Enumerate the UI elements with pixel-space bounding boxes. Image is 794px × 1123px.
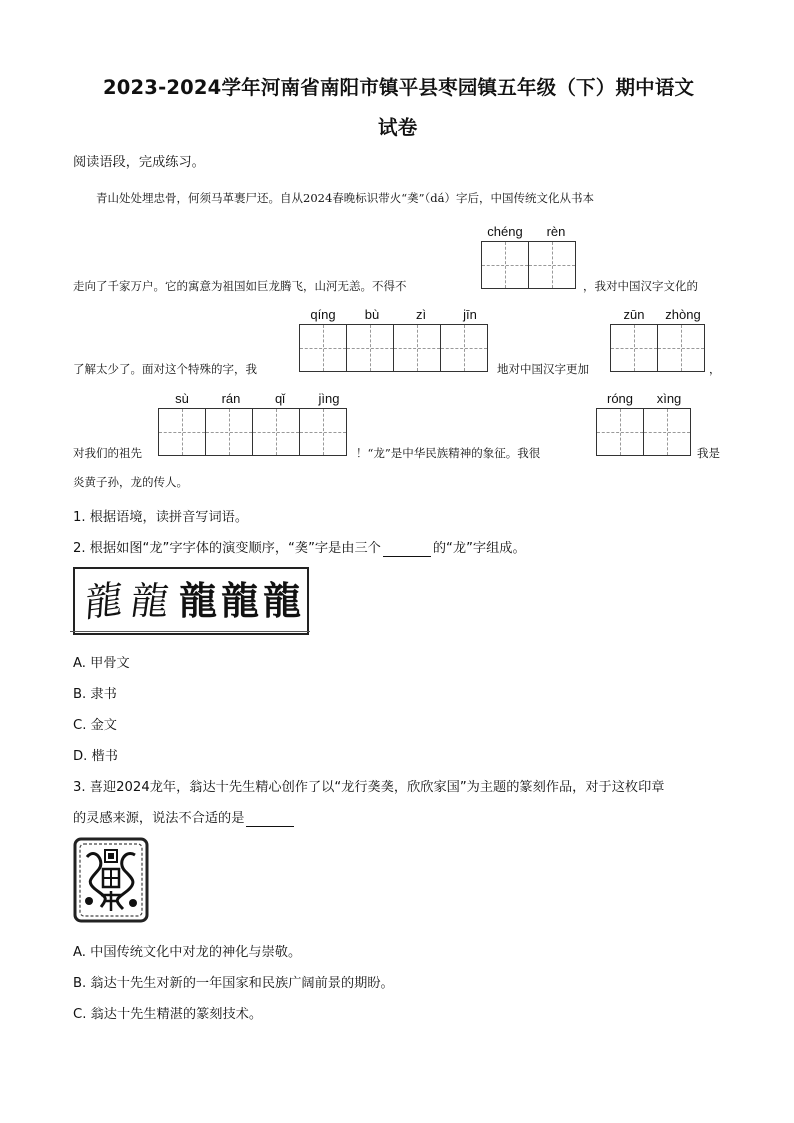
pinyin-jing: jìng bbox=[318, 391, 340, 406]
pinyin-cheng: chéng bbox=[487, 224, 523, 239]
answer-cell[interactable] bbox=[596, 408, 644, 456]
answer-grid-qingbuzijin[interactable] bbox=[299, 324, 487, 372]
pinyin-zi: zì bbox=[415, 307, 427, 322]
dragon-glyph-oracle: 龍 bbox=[83, 575, 125, 627]
answer-cell[interactable] bbox=[643, 408, 691, 456]
reading-instruction: 阅读语段，完成练习。 bbox=[73, 155, 205, 170]
answer-blank[interactable] bbox=[246, 811, 294, 827]
pinyin-su: sù bbox=[175, 391, 189, 406]
passage-line-2b: ，我对中国汉字文化的 bbox=[583, 279, 698, 293]
pinyin-qi: qǐ bbox=[274, 391, 286, 406]
q3-option-b[interactable]: B. 翁达十先生对新的一年国家和民族广阔前景的期盼。 bbox=[73, 976, 394, 991]
answer-cell[interactable] bbox=[299, 408, 347, 456]
answer-grid-rongxing[interactable] bbox=[596, 408, 690, 456]
q2-option-c[interactable]: C. 金文 bbox=[73, 718, 117, 733]
answer-cell[interactable] bbox=[610, 324, 658, 372]
passage-line-3b: 地对中国汉字更加 bbox=[497, 362, 589, 376]
pinyin-xing: xìng bbox=[656, 391, 682, 406]
answer-cell[interactable] bbox=[346, 324, 394, 372]
answer-cell[interactable] bbox=[481, 241, 529, 289]
q3-option-c[interactable]: C. 翁达十先生精湛的篆刻技术。 bbox=[73, 1007, 263, 1022]
seal-dot-left bbox=[85, 897, 93, 905]
seal-dot-right bbox=[129, 899, 137, 907]
q2-option-a[interactable]: A. 甲骨文 bbox=[73, 656, 130, 671]
answer-cell[interactable] bbox=[440, 324, 488, 372]
answer-grid-chengren[interactable] bbox=[481, 241, 575, 289]
dragon-glyph-seal: 龍 bbox=[179, 578, 218, 623]
passage-line-5: 炎黄子孙，龙的传人。 bbox=[73, 475, 188, 489]
question-2-stem bbox=[73, 537, 526, 557]
pinyin-jin: jīn bbox=[463, 307, 477, 322]
q3-option-a[interactable]: A. 中国传统文化中对龙的神化与崇敬。 bbox=[73, 945, 302, 960]
question-3-stem-text: 的灵感来源，说法不合适的是 bbox=[73, 811, 245, 826]
seal-stamp-image bbox=[73, 837, 149, 923]
q2-option-d[interactable]: D. 楷书 bbox=[73, 749, 118, 764]
answer-cell[interactable] bbox=[205, 408, 253, 456]
document-title-line1: 2023-2024学年河南省南阳市镇平县枣园镇五年级（下）期中语文 bbox=[103, 76, 695, 99]
passage-line-4c: 我是 bbox=[697, 446, 720, 460]
pinyin-qing: qíng bbox=[310, 307, 336, 322]
pinyin-bu: bù bbox=[364, 307, 380, 322]
dragon-glyph-clerical: 龍 bbox=[221, 578, 260, 623]
pinyin-zun: zūn bbox=[623, 307, 645, 322]
dragon-glyph-regular: 龍 bbox=[263, 578, 302, 623]
pinyin-zhong: zhòng bbox=[665, 307, 701, 322]
passage-line-4b: ！“龙”是中华民族精神的象征。我很 bbox=[356, 446, 541, 460]
question-3-stem-line1: 3. 喜迎2024龙年，翁达十先生精心创作了以“龙行䶮䶮，欣欣家国”为主题的篆刻作品，对于这枚印章 bbox=[73, 780, 665, 795]
q2-option-b[interactable]: B. 隶书 bbox=[73, 687, 117, 702]
answer-cell[interactable] bbox=[158, 408, 206, 456]
pinyin-ran: rán bbox=[221, 391, 241, 406]
answer-blank[interactable] bbox=[383, 541, 431, 557]
passage-line-3c: ， bbox=[709, 362, 721, 376]
pinyin-ren: rèn bbox=[546, 224, 566, 239]
passage-line-4a: 对我们的祖先 bbox=[73, 446, 142, 460]
answer-cell[interactable] bbox=[252, 408, 300, 456]
passage-line-3a: 了解太少了。面对这个特殊的字，我 bbox=[73, 362, 257, 376]
document-title-line2: 试卷 bbox=[378, 116, 418, 139]
question-1: 1. 根据语境，读拼音写词语。 bbox=[73, 510, 249, 525]
dragon-evolution-image bbox=[73, 567, 309, 635]
answer-cell[interactable] bbox=[528, 241, 576, 289]
pinyin-rong: róng bbox=[606, 391, 634, 406]
answer-grid-zunzhong[interactable] bbox=[610, 324, 704, 372]
question-2-stem-a: 2. 根据如图“龙”字字体的演变顺序，“䶮”字是由三个 bbox=[73, 541, 381, 556]
passage-line-2a: 走向了千家万户。它的寓意为祖国如巨龙腾飞，山河无恙。不得不 bbox=[73, 279, 407, 293]
answer-cell[interactable] bbox=[657, 324, 705, 372]
answer-cell[interactable] bbox=[299, 324, 347, 372]
question-2-stem-b: 的“龙”字组成。 bbox=[432, 541, 526, 556]
question-3-stem-line2 bbox=[73, 807, 296, 827]
answer-cell[interactable] bbox=[393, 324, 441, 372]
passage-line-1: 青山处处埋忠骨，何须马革裹尸还。自从2024春晚标识带火“䶮”（dá）字后，中国传统文化从书本 bbox=[96, 191, 594, 205]
dragon-glyph-bronze: 龍 bbox=[127, 579, 173, 623]
answer-grid-suranqijing[interactable] bbox=[158, 408, 346, 456]
